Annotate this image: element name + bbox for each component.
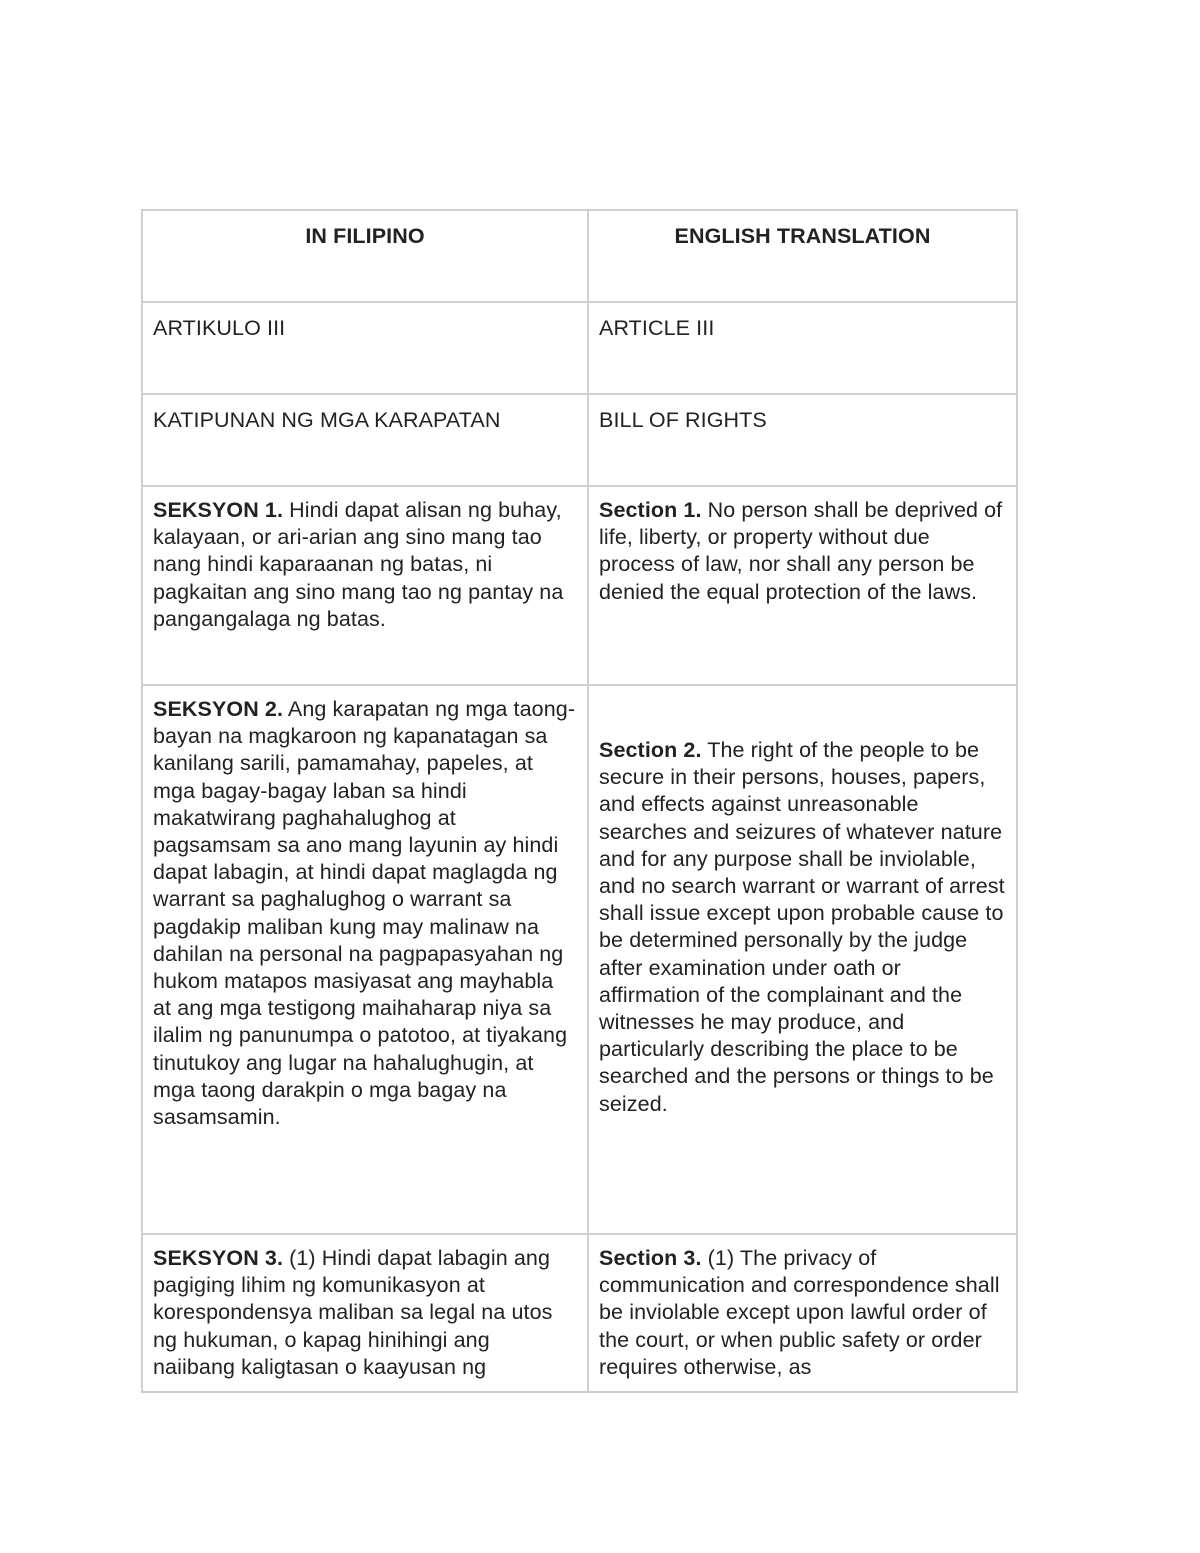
section-1-filipino-cell bbox=[142, 486, 588, 685]
section-text: (1) Hindi dapat labagin ang pagiging lihim ng komunikasyon at korespondensya maliban sa legal na utos ng hukuman, o kapag hinihingi ang naiibang kaligtasan o kaayusan ng bbox=[153, 1246, 553, 1379]
section-label: Section 2. bbox=[599, 738, 702, 762]
section-text: Ang karapatan ng mga taong-bayan na magkaroon ng kapanatagan sa kanilang sarili, pamamahay, papeles, at mga bagay-bagay laban sa hindi makatwirang paghahalughog at pagsamsam sa ano mang layunin ay hindi dapat labagin, at hindi dapat maglagda ng warrant sa paghalughog o warrant sa pagdakip maliban kung may malinaw na dahilan na personal na pagpapasyahan ng hukom matapos masiyasat ang mayhabla at ang mga testigong maihaharap niya sa ilalim ng panunumpa o patotoo, at tiyakang tinutukoy ang lugar na hahalughugin, at mga taong darakpin o mga bagay na sasamsamin. bbox=[153, 697, 576, 1130]
header-english: ENGLISH TRANSLATION bbox=[588, 210, 1017, 302]
table-row bbox=[142, 302, 1017, 394]
section-3-english-cell bbox=[588, 1234, 1017, 1392]
table-row bbox=[142, 486, 1017, 685]
section-label: SEKSYON 3. bbox=[153, 1246, 284, 1270]
table-row bbox=[142, 1234, 1017, 1392]
header-filipino: IN FILIPINO bbox=[142, 210, 588, 302]
table-row bbox=[142, 685, 1017, 1234]
section-label: SEKSYON 2. bbox=[153, 697, 284, 721]
title-filipino: KATIPUNAN NG MGA KARAPATAN bbox=[142, 394, 588, 486]
section-label: SEKSYON 1. bbox=[153, 498, 284, 522]
section-1-english-cell bbox=[588, 486, 1017, 685]
title-english: BILL OF RIGHTS bbox=[588, 394, 1017, 486]
section-label: Section 3. bbox=[599, 1246, 702, 1270]
section-label: Section 1. bbox=[599, 498, 702, 522]
section-text: (1) The privacy of communication and correspondence shall be inviolable except upon lawful order of the court, or when public safety or order requires otherwise, as bbox=[599, 1246, 1000, 1379]
section-text: The right of the people to be secure in their persons, houses, papers, and effects against unreasonable searches and seizures of whatever nature and for any purpose shall be inviolable, and no search warrant or warrant of arrest shall issue except upon probable cause to be determined personally by the judge after examination under oath or affirmation of the complainant and the witnesses he may produce, and particularly describing the place to be searched and the persons or things to be seized. bbox=[599, 738, 1005, 1116]
bill-of-rights-table bbox=[141, 209, 1018, 1393]
section-2-english-cell bbox=[588, 685, 1017, 1234]
section-paragraph bbox=[599, 696, 1006, 1118]
section-text: No person shall be deprived of life, liberty, or property without due process of law, nor shall any person be denied the equal protection of the laws. bbox=[599, 498, 1003, 604]
article-english: ARTICLE III bbox=[588, 302, 1017, 394]
table-row bbox=[142, 394, 1017, 486]
article-filipino: ARTIKULO III bbox=[142, 302, 588, 394]
section-2-filipino-cell bbox=[142, 685, 588, 1234]
section-text: Hindi dapat alisan ng buhay, kalayaan, or ari-arian ang sino mang tao nang hindi kaparaanan ng batas, ni pagkaitan ang sino mang tao ng pantay na pangangalaga ng batas. bbox=[153, 498, 564, 631]
table-header-row bbox=[142, 210, 1017, 302]
section-3-filipino-cell bbox=[142, 1234, 588, 1392]
